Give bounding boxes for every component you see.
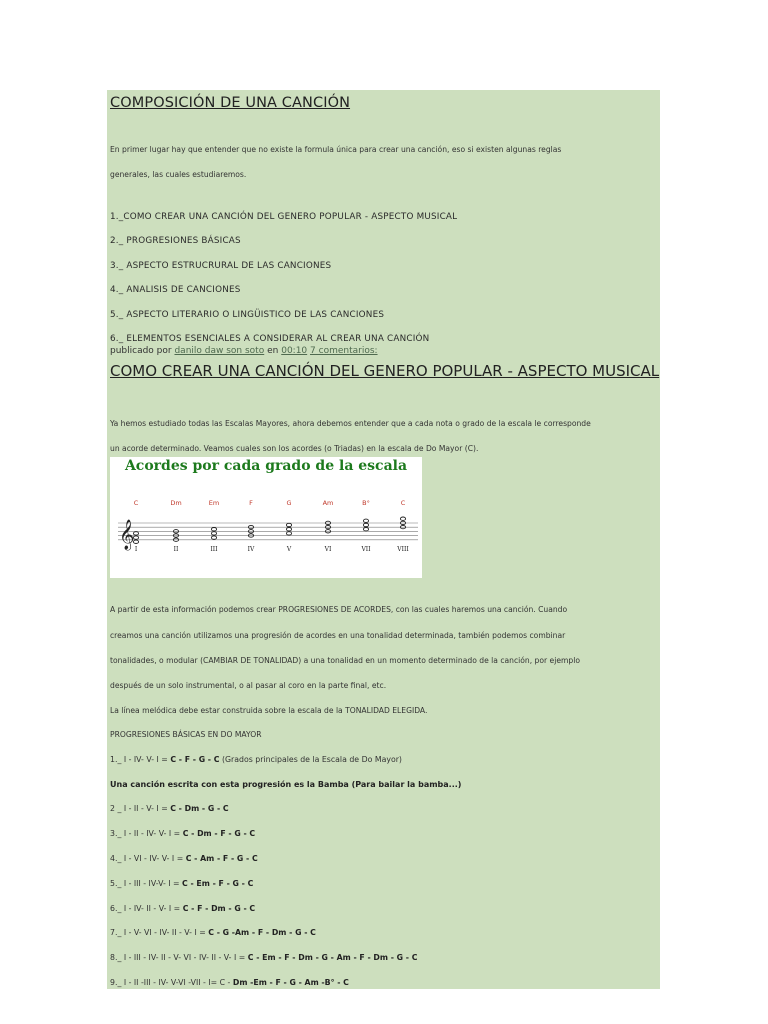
topic-list-item: 3._ ASPECTO ESTRUCRURAL DE LAS CANCIONES: [110, 261, 332, 271]
topic-list-item: 1._COMO CREAR UNA CANCIÓN DEL GENERO POPULAR - ASPECTO MUSICAL: [110, 212, 458, 222]
topic-list-item: 4._ ANALISIS DE CANCIONES: [110, 285, 241, 295]
meta-on: en: [267, 346, 279, 356]
chord-label: Am: [322, 499, 334, 507]
degree-label: VI: [324, 546, 332, 553]
progression-item: [110, 978, 349, 987]
degree-label: IV: [247, 546, 255, 553]
progression-degrees: 8._ I - III - IV- II - V- VI - IV- II - V- I =: [110, 953, 248, 962]
progression-chords: C - F - G - C: [170, 755, 220, 764]
intro-text-line: En primer lugar hay que entender que no existe la formula única para crear una canción, eso si existen algunas reglas: [110, 145, 562, 154]
progression-chords: Dm -Em - F - G - Am -B° - C: [232, 978, 349, 987]
chord-note: [286, 532, 291, 535]
music-staff: [110, 457, 422, 578]
progressions-heading: PROGRESIONES BÁSICAS EN DO MAYOR: [110, 730, 262, 739]
progression-chords: C - Am - F - G - C: [185, 854, 258, 863]
chord-note: [286, 523, 291, 526]
progression-chords: C - Em - F - Dm - G - Am - F - Dm - G - C: [247, 953, 418, 962]
chord-label: F: [249, 499, 253, 507]
progression-degrees: 5._ I - III - IV-V- I =: [110, 879, 183, 888]
blog-post-panel: [107, 90, 660, 989]
progression-chords: C - Dm - G - C: [170, 804, 229, 813]
progression-item: [110, 804, 229, 813]
chord-label: C: [400, 499, 406, 507]
progression-item: [110, 854, 258, 863]
post-title[interactable]: COMPOSICIÓN DE UNA CANCIÓN: [110, 95, 351, 111]
chord-note: [400, 517, 405, 520]
progression-item: [110, 953, 417, 962]
chord-note: [363, 519, 368, 522]
progression-chords: C - F - Dm - G - C: [182, 904, 256, 913]
degree-label: VII: [361, 546, 371, 553]
chord-label: G: [286, 499, 292, 507]
chord-note: [363, 523, 368, 526]
paragraph-line: A partir de esta información podemos crear PROGRESIONES DE ACORDES, con las cuales haremos una canción. Cuando: [110, 605, 568, 614]
progression-item: [110, 928, 316, 937]
progression-degrees: 9._ I - II -III - IV- V-VI -VII - I= C -: [110, 978, 233, 987]
post2-title[interactable]: COMO CREAR UNA CANCIÓN DEL GENERO POPULAR - ASPECTO MUSICAL: [110, 362, 660, 380]
intro-text-line: generales, las cuales estudiaremos.: [110, 170, 247, 179]
chord-label: B°: [362, 499, 370, 507]
degree-label: II: [173, 546, 179, 553]
progression-note: (Grados principales de la Escala de Do Mayor): [219, 755, 402, 764]
chord-note: [211, 532, 216, 535]
degree-label: V: [286, 546, 292, 553]
bamba-line: Una canción escrita con esta progresión es la Bamba (Para bailar la bamba...): [110, 780, 462, 789]
degree-label: I: [134, 546, 138, 553]
paragraph-line: después de un solo instrumental, o al pasar al coro en la parte final, etc.: [110, 681, 387, 690]
post2-intro-line: un acorde determinado. Veamos cuales son los acordes (o Triadas) en la escala de Do Mayor (C).: [110, 444, 479, 453]
degree-label: III: [210, 546, 218, 553]
progression-item: [110, 879, 253, 888]
progression-degrees: 2 _ I - II - V- I =: [110, 804, 171, 813]
progression-degrees: 7._ I - V- VI - IV- II - V- I =: [110, 928, 209, 937]
chord-image-title: Acordes por cada grado de la escala: [124, 458, 408, 474]
progression-chords: C - Dm - F - G - C: [182, 829, 256, 838]
paragraph-line: creamos una canción utilizamos una progresión de acordes en una tonalidad determinada, también podemos combinar: [110, 631, 566, 640]
post2-intro-line: Ya hemos estudiado todas las Escalas Mayores, ahora debemos entender que a cada nota o grado de la escala le corresponde: [110, 419, 591, 428]
progression-chords: C - Em - F - G - C: [182, 879, 254, 888]
progression-degrees: 4._ I - VI - IV- V- I =: [110, 854, 186, 863]
comments-link[interactable]: 7 comentarios:: [310, 346, 378, 356]
post-time-link[interactable]: 00:10: [281, 346, 308, 356]
chord-note: [286, 528, 291, 531]
chord-note: [363, 528, 368, 531]
chord-scale-image: [110, 457, 422, 578]
meta-prefix: publicado por: [110, 346, 172, 356]
chord-label: Em: [208, 499, 220, 507]
topic-list-item: 2._ PROGRESIONES BÁSICAS: [110, 236, 241, 246]
paragraph-line: tonalidades, o modular (CAMBIAR DE TONALIDAD) a una tonalidad en un momento determinado de la canción, por ejemplo: [110, 656, 580, 665]
post-meta: [110, 346, 378, 356]
chord-note: [211, 528, 216, 531]
progression-degrees: 3._ I - II - IV- V- I =: [110, 829, 183, 838]
degree-label: VIII: [397, 546, 409, 553]
progression-item: [110, 904, 255, 913]
treble-clef-icon: 𝄞: [119, 519, 135, 550]
chord-label: C: [133, 499, 139, 507]
progression-item: [110, 755, 402, 764]
author-link[interactable]: danilo daw son soto: [174, 346, 265, 356]
progression-degrees: 1._ I - IV- V- I =: [110, 755, 171, 764]
topic-list-item: 6._ ELEMENTOS ESENCIALES A CONSIDERAR AL CREAR UNA CANCIÓN: [110, 334, 430, 344]
progression-degrees: 6._ I - IV- II - V- I =: [110, 904, 183, 913]
chord-label: Dm: [170, 499, 182, 507]
progression-item: [110, 829, 255, 838]
chord-note: [211, 536, 216, 539]
progression-chords: C - G -Am - F - Dm - G - C: [208, 928, 316, 937]
topic-list-item: 5._ ASPECTO LITERARIO O LINGÜISTICO DE LAS CANCIONES: [110, 310, 385, 320]
melody-line: La línea melódica debe estar construida sobre la escala de la TONALIDAD ELEGIDA.: [110, 706, 428, 715]
